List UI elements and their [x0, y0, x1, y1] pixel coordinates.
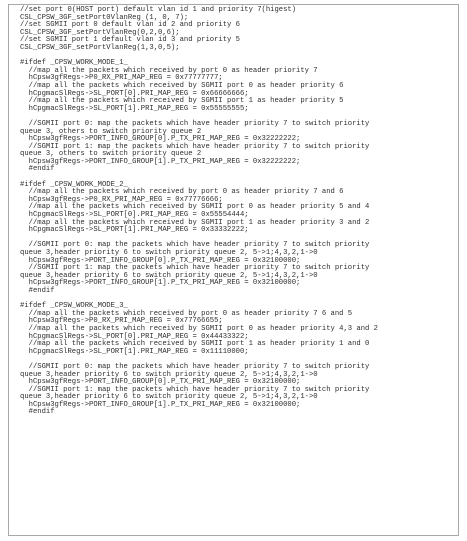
code-line: //map all the packets which received by port 0 as header priority 7	[20, 66, 318, 75]
code-block	[20, 7, 454, 417]
code-line: CSL_CPSW_3GF_setPortVlanReg(1,3,0,5);	[20, 43, 180, 52]
code-line: #endif	[20, 165, 55, 174]
code-line: #ifdef _CPSW_WORK_MODE_2_	[20, 180, 128, 189]
code-line: #ifdef _CPSW_WORK_MODE_3_	[20, 302, 128, 311]
code-line: hCpgmacSlRegs->SL_PORT[1].PRI_MAP_REG = 0x55555555;	[20, 104, 249, 113]
code-line: //map all the packets which received by port 0 as header priority 7 and 6	[20, 188, 344, 197]
code-line: hCpsw3gfRegs->P0_RX_PRI_MAP_REG = 0x77777777;	[20, 74, 223, 83]
code-line: //SGMII port 0: map the packets which have header priority 7 to switch priority	[20, 119, 370, 128]
code-line: //SGMII port 0: map the packets which have header priority 7 to switch priority	[20, 241, 370, 250]
code-line: //map all the packets which received by SGMII port 0 as header priority 5 and 4	[20, 203, 370, 212]
code-line: //SGMII port 1: map the packets which have header priority 7 to switch priority	[20, 385, 370, 394]
code-line: hCpsw3gfRegs->PORT_INFO_GROUP[0].P_TX_PRI_MAP_REG = 0x32100000;	[20, 256, 301, 265]
code-line: CSL_CPSW_3GF_setPort0VlanReg (1, 0, 7);	[20, 13, 189, 22]
code-line: hCpsw3gfRegs->PORT_INFO_GROUP[1].P_TX_PRI_MAP_REG = 0x32100000;	[20, 400, 301, 409]
code-line: hCpgmacSlRegs->SL_PORT[1].PRI_MAP_REG = 0x11110000;	[20, 347, 249, 356]
code-line: //SGMII port 1: map the packets which have header priority 7 to switch priority	[20, 264, 370, 273]
code-line: #endif	[20, 286, 55, 295]
code-line: hCpsw3gfRegs->PORT_INFO_GROUP[0].P_TX_PRI_MAP_REG = 0x32100000;	[20, 378, 301, 387]
code-line: hCpsw3gfRegs->P0_RX_PRI_MAP_REG = 0x77776666;	[20, 195, 223, 204]
code-line: queue 3,header priority 6 to switch priority queue 2, 5->1;4,3,2,1->0	[20, 249, 318, 257]
code-line: //map all the packets which received by SGMII port 0 as header priority 6	[20, 81, 344, 90]
code-line: //set port 0(HOST port) default vlan id 1 and priority 7(higest)	[20, 6, 297, 14]
code-line: //SGMII port 1: map the packets which have header priority 7 to switch priority	[20, 142, 370, 151]
code-line: //map all the packets which received by port 0 as header priority 7 6 and 5	[20, 309, 353, 318]
code-line: hCpgmacSlRegs->SL_PORT[0].PRI_MAP_REG = 0x66666666;	[20, 89, 249, 98]
code-line: //set SGMII port 1 default vlan id 3 and priority 5	[20, 36, 240, 45]
code-line: queue 3, others to switch priority queue 2	[20, 127, 202, 136]
code-line: queue 3,header priority 6 to switch priority queue 2, 5->1;4,3,2,1->0	[20, 370, 318, 379]
code-line: hCpsw3gfRegs->PORT_INFO_GROUP[0].P_TX_PRI_MAP_REG = 0x32222222;	[20, 135, 301, 144]
code-line: CSL_CPSW_3GF_setPortVlanReg(0,2,0,6);	[20, 28, 180, 37]
code-line: hCpsw3gfRegs->P0_RX_PRI_MAP_REG = 0x77766655;	[20, 317, 223, 326]
code-line: //map all the packets which received by SGMII port 0 as header priority 4,3 and 2	[20, 324, 378, 333]
code-line: //set SGMII port 0 default vlan id 2 and priority 6	[20, 21, 240, 30]
code-line: //map all the packets which received by SGMII port 1 as header priority 5	[20, 97, 344, 106]
code-line: //SGMII port 0: map the packets which have header priority 7 to switch priority	[20, 362, 370, 371]
code-line: //map all the packets which received by SGMII port 1 as header priority 1 and 0	[20, 340, 370, 349]
code-line: #ifdef _CPSW_WORK_MODE_1_	[20, 59, 128, 68]
code-line: hCpsw3gfRegs->PORT_INFO_GROUP[1].P_TX_PRI_MAP_REG = 0x32100000;	[20, 279, 301, 288]
code-line: #endif	[20, 408, 55, 417]
code-line: //map all the packets which received by SGMII port 1 as header priority 3 and 2	[20, 218, 370, 227]
code-line: queue 3, others to switch priority queue 2	[20, 150, 202, 159]
code-line: hCpgmacSlRegs->SL_PORT[1].PRI_MAP_REG = 0x33332222;	[20, 226, 249, 235]
code-line: hCpsw3gfRegs->PORT_INFO_GROUP[1].P_TX_PRI_MAP_REG = 0x32222222;	[20, 157, 301, 166]
code-line: hCpgmacSlRegs->SL_PORT[0].PRI_MAP_REG = 0x55554444;	[20, 211, 249, 220]
code-line: hCpgmacSlRegs->SL_PORT[0].PRI_MAP_REG = 0x44433322;	[20, 332, 249, 341]
code-line: queue 3,header priority 6 to switch priority queue 2, 5->1;4,3,2,1->0	[20, 393, 318, 402]
code-line: queue 3,header priority 6 to switch priority queue 2, 5->1;4,3,2,1->0	[20, 271, 318, 280]
